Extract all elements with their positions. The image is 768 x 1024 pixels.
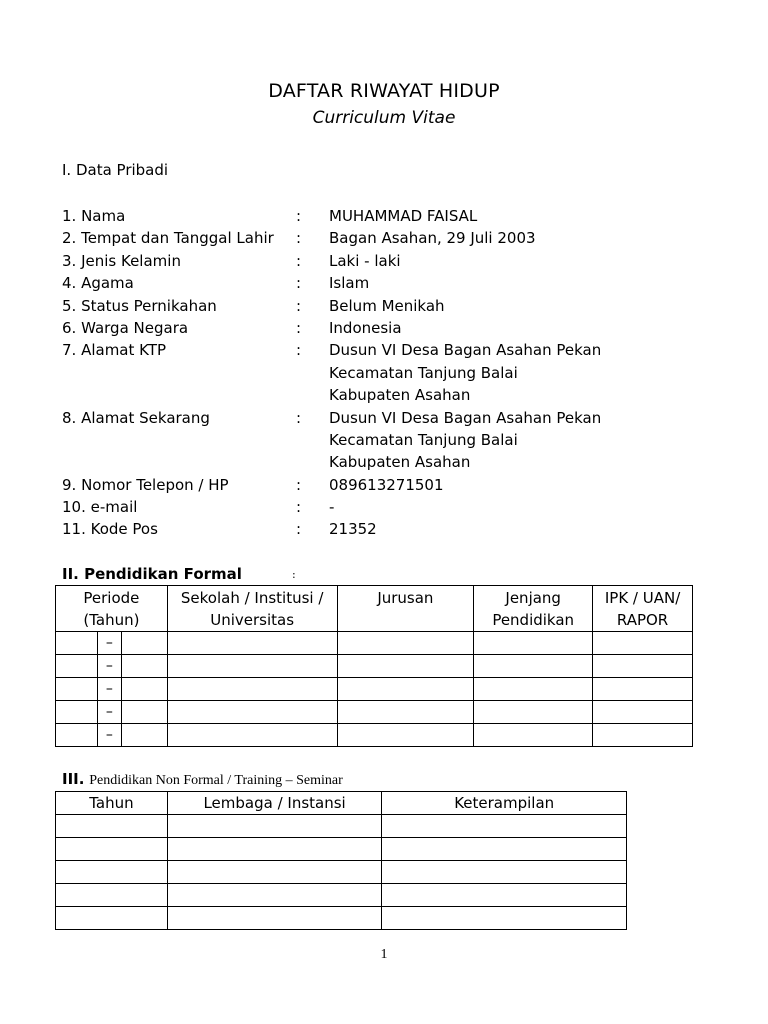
info-separator: : — [296, 207, 302, 225]
dash-cell: – — [97, 724, 121, 747]
info-value: Bagan Asahan, 29 Juli 2003 — [329, 229, 536, 248]
col-header-lembaga: Lembaga / Instansi — [167, 792, 382, 815]
info-label: 6. Warga Negara — [62, 318, 189, 337]
info-label: 8. Alamat Sekarang — [62, 408, 210, 427]
info-row-birth — [62, 227, 601, 249]
table-row — [56, 815, 627, 838]
info-separator: : — [296, 229, 302, 248]
info-separator: : — [296, 520, 302, 539]
info-label: 1. Nama — [62, 207, 126, 225]
info-separator: : — [296, 318, 302, 337]
info-value: Kabupaten Asahan — [329, 453, 471, 472]
table-row — [56, 701, 693, 724]
info-label — [62, 429, 296, 451]
info-row-email — [62, 496, 601, 518]
col-header-sekolah: Sekolah / Institusi / Universitas — [167, 586, 337, 632]
section-nonformal-education-heading — [62, 770, 343, 789]
info-value: MUHAMMAD FAISAL — [329, 207, 478, 225]
info-value: Islam — [329, 274, 370, 293]
table-row — [56, 861, 627, 884]
info-value: Laki - laki — [329, 251, 401, 270]
section-formal-education-colon: : — [292, 568, 296, 581]
info-value: Dusun VI Desa Bagan Asahan Pekan — [329, 408, 602, 427]
info-value: Kecamatan Tanjung Balai — [329, 363, 518, 382]
col-header-jurusan: Jurusan — [337, 586, 474, 632]
col-header-tahun: Tahun — [56, 792, 168, 815]
dash-cell: – — [97, 678, 121, 701]
section-formal-education-heading — [62, 565, 296, 583]
info-separator: : — [296, 251, 302, 270]
info-row-postal-code — [62, 518, 601, 540]
info-value: - — [329, 498, 335, 517]
info-separator-blank — [296, 384, 329, 406]
dash-cell: – — [97, 632, 121, 655]
info-label: 5. Status Pernikahan — [62, 296, 217, 315]
info-separator-blank — [296, 451, 329, 473]
info-value: 21352 — [329, 520, 377, 539]
col-header-ipk: IPK / UAN/ RAPOR — [593, 586, 693, 632]
table-row — [56, 884, 627, 907]
personal-data-list — [62, 205, 601, 541]
info-row-ktp-address — [62, 339, 601, 361]
info-value: Kabupaten Asahan — [329, 386, 471, 405]
info-row-ktp-address-cont — [62, 384, 601, 406]
table-row — [56, 655, 693, 678]
formal-education-table — [55, 585, 693, 747]
info-label: 10. e-mail — [62, 498, 138, 517]
info-label: 7. Alamat KTP — [62, 341, 167, 360]
info-separator-blank — [296, 362, 329, 384]
info-value: Indonesia — [329, 318, 402, 337]
info-row-phone — [62, 474, 601, 496]
nonformal-education-table — [55, 791, 627, 930]
info-label — [62, 362, 296, 384]
info-label: 9. Nomor Telepon / HP — [62, 475, 229, 494]
dash-cell: – — [97, 655, 121, 678]
info-row-nationality — [62, 317, 601, 339]
info-row-name — [62, 205, 601, 227]
info-label: 2. Tempat dan Tanggal Lahir — [62, 229, 274, 248]
section-formal-education-title: II. Pendidikan Formal — [62, 565, 242, 583]
info-row-ktp-address-cont — [62, 362, 601, 384]
info-row-religion — [62, 272, 601, 294]
info-value: 089613271501 — [329, 475, 444, 494]
info-separator-blank — [296, 429, 329, 451]
info-label: 3. Jenis Kelamin — [62, 251, 181, 270]
table-row — [56, 838, 627, 861]
page-number: 1 — [380, 947, 388, 962]
info-row-marital — [62, 295, 601, 317]
info-separator: : — [296, 498, 302, 517]
section-nonformal-title: Pendidikan Non Formal / Training – Seminar — [89, 773, 343, 788]
table-row — [56, 678, 693, 701]
section-nonformal-number: III. — [62, 770, 85, 788]
info-separator: : — [296, 341, 302, 360]
info-separator: : — [296, 408, 302, 427]
info-row-current-address-cont — [62, 451, 601, 473]
info-row-current-address-cont — [62, 429, 601, 451]
info-label — [62, 451, 296, 473]
table-row — [56, 632, 693, 655]
info-separator: : — [296, 274, 302, 293]
col-header-keterampilan: Keterampilan — [382, 792, 627, 815]
col-header-periode: Periode (Tahun) — [56, 586, 168, 632]
table-header-row — [56, 586, 693, 632]
info-row-gender — [62, 250, 601, 272]
info-label: 4. Agama — [62, 274, 134, 293]
table-row — [56, 907, 627, 930]
info-value: Belum Menikah — [329, 296, 445, 315]
table-header-row — [56, 792, 627, 815]
dash-cell: – — [97, 701, 121, 724]
section-personal-data-heading: I. Data Pribadi — [62, 161, 169, 179]
info-separator: : — [296, 475, 302, 494]
info-label — [62, 384, 296, 406]
info-label: 11. Kode Pos — [62, 520, 158, 539]
info-separator: : — [296, 296, 302, 315]
document-title: DAFTAR RIWAYAT HIDUP — [268, 80, 500, 102]
document-subtitle: Curriculum Vitae — [312, 108, 456, 128]
info-row-current-address — [62, 407, 601, 429]
table-row — [56, 724, 693, 747]
info-value: Dusun VI Desa Bagan Asahan Pekan — [329, 341, 602, 360]
info-value: Kecamatan Tanjung Balai — [329, 430, 518, 449]
col-header-jenjang: Jenjang Pendidikan — [474, 586, 593, 632]
